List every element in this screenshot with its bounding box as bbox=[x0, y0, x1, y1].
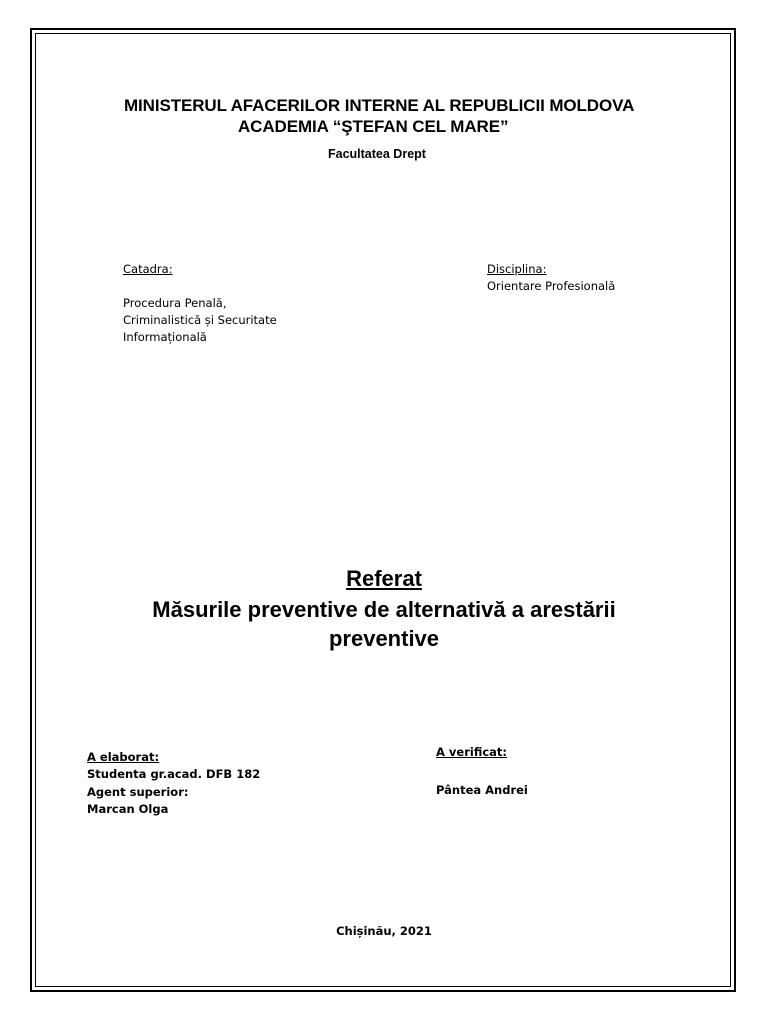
faculty-name: Facultatea Drept bbox=[328, 147, 426, 161]
elaborat-line-3: Marcan Olga bbox=[87, 802, 169, 816]
place-date: Chișinău, 2021 bbox=[336, 924, 432, 938]
catedra-line-1: Procedura Penală, bbox=[123, 296, 227, 310]
catedra-line-3: Informațională bbox=[123, 330, 207, 344]
catedra-label: Catadra: bbox=[123, 262, 173, 276]
disciplina-value: Orientare Profesională bbox=[487, 279, 616, 293]
ministry-name: MINISTERUL AFACERILOR INTERNE AL REPUBLICII MOLDOVA bbox=[124, 96, 635, 115]
elaborat-line-2: Agent superior: bbox=[87, 785, 189, 799]
elaborat-label: A elaborat: bbox=[87, 750, 160, 764]
page-border-inner bbox=[35, 33, 731, 987]
document-title-line-1: Măsurile preventive de alternativă a arestării bbox=[152, 597, 616, 622]
academy-name: ACADEMIA “ŞTEFAN CEL MARE” bbox=[238, 117, 509, 136]
elaborat-line-1: Studenta gr.acad. DFB 182 bbox=[87, 767, 261, 781]
catedra-line-2: Criminalistică și Securitate bbox=[123, 313, 277, 327]
verificat-label: A verificat: bbox=[436, 745, 508, 759]
disciplina-label: Disciplina: bbox=[487, 262, 547, 276]
verificat-name: Pântea Andrei bbox=[436, 783, 528, 797]
document-type: Referat bbox=[346, 566, 422, 591]
document-title-line-2: preventive bbox=[328, 626, 440, 651]
